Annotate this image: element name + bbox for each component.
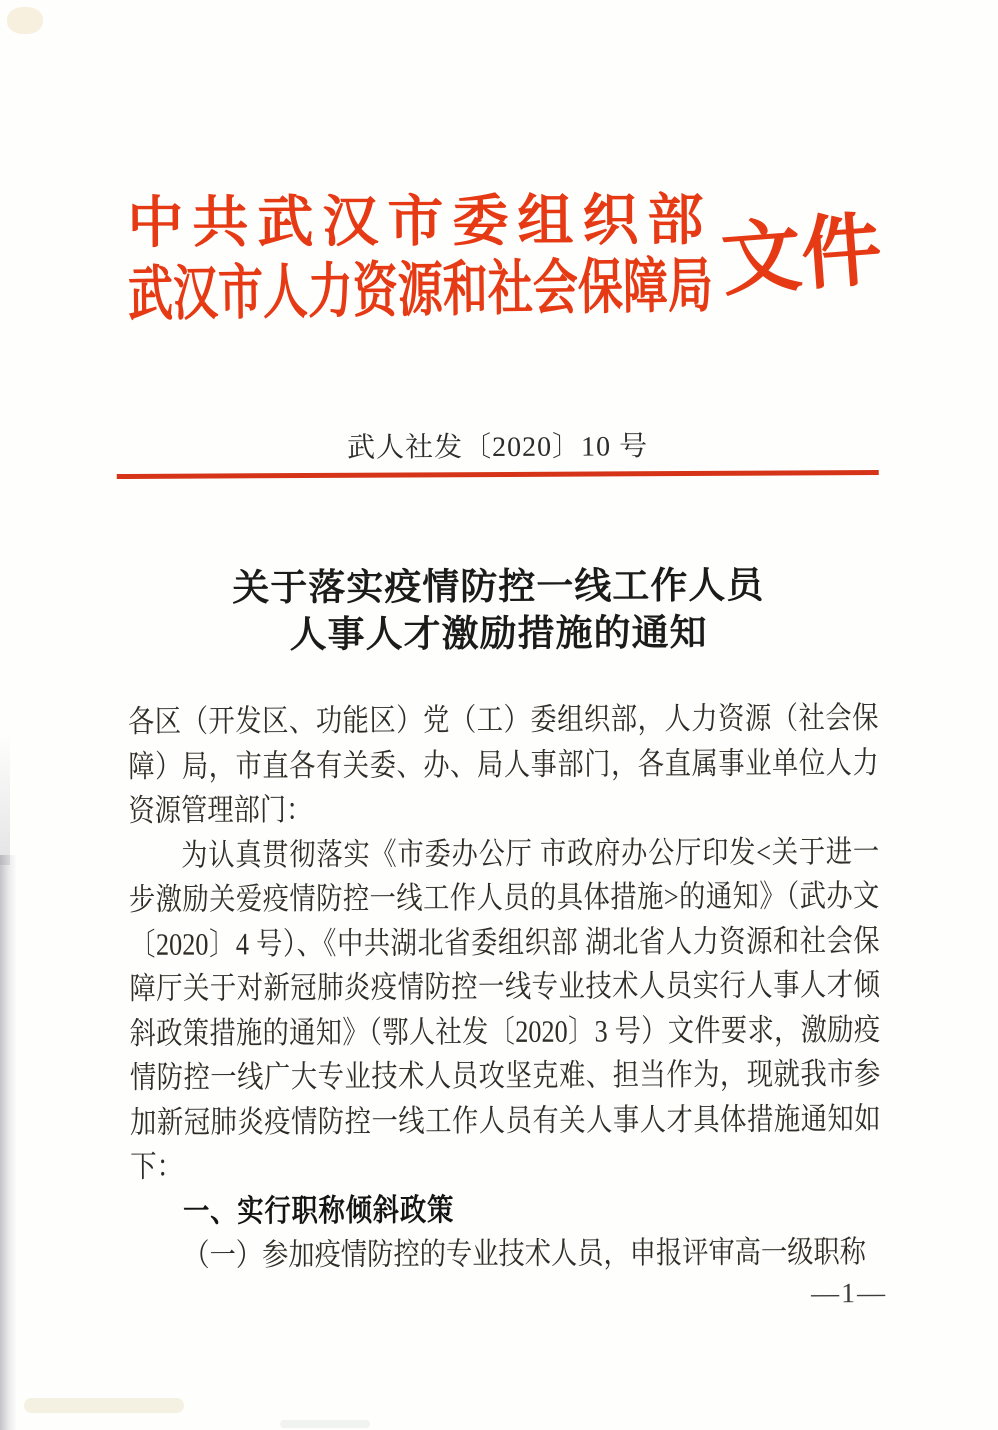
scan-artifact-bottom-center [280, 1420, 370, 1428]
page-number: —1— [810, 1277, 888, 1310]
document-title-line2: 人事人才激励措施的通知 [289, 612, 708, 657]
scan-artifact-top-left [7, 7, 43, 34]
scan-artifact-bottom-left [24, 1398, 184, 1413]
document-title-line1: 关于落实疫情防控一线工作人员 [232, 565, 765, 610]
issuing-org-line2: 武汉市人力资源和社会保障局 [127, 253, 714, 329]
red-divider-line [117, 470, 879, 479]
document-body [128, 696, 881, 1278]
issuing-org-line1: 中共武汉市委组织部 [127, 189, 713, 255]
recipients-paragraph: 各区（开发区、功能区）党（工）委组织部，人力资源（社会保障）局，市直各有关委、办、局人事部门，各直属事业单位人力资源管理部门： [127, 700, 879, 828]
section-1-item-1: （一）参加疫情防控的专业技术人员，申报评审高一级职称 [183, 1234, 867, 1273]
section-1-heading: 一、实行职称倾斜政策 [183, 1191, 455, 1229]
intro-paragraph: 为认真贯彻落实《市委办公厅 市政府办公厅印发<关于进一步激励关爱疫情防控一线工作人员的具体措施>的通知》（武办文〔2020〕4 号）、《中共湖北省委组织部 湖北省人力资源和社会保障厅关于对新冠肺炎疫情防控一线专业技术人员实行人事人才倾斜政策措施的通知》（鄂人社发〔2020〕3 号）文件要求，激励疫情防控一线广大专业技术人员攻坚克难、担当作为，现就我市参加新冠肺炎疫情防控一线工作人员有关人事人才具体措施通知如下： [128, 833, 881, 1184]
document-title [0, 561, 998, 660]
scan-artifact-left-edge [0, 855, 17, 1430]
letterhead-document-word: 文件 [718, 206, 885, 307]
document-number: 武人社发〔2020〕10 号 [347, 431, 649, 464]
